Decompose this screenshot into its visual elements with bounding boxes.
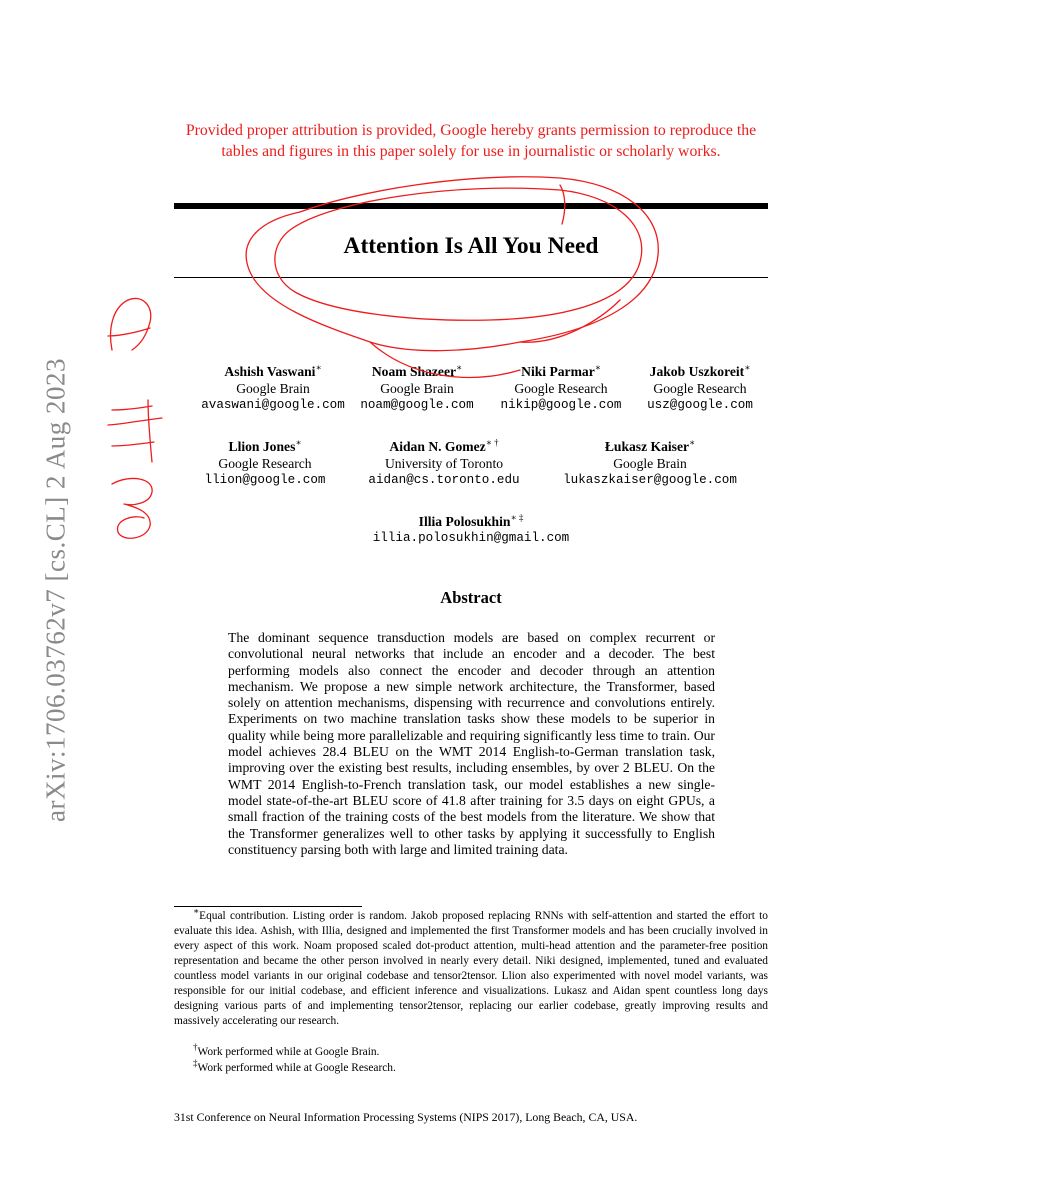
footnote-text: Equal contribution. Listing order is random. Jakob proposed replacing RNNs with self-attention and started the effort to evaluate this idea. Ashish, with Illia, designed and implemented the first Transformer models and has been crucially involved in every aspect of this work. Noam proposed scaled dot-product attention, multi-head attention and the parameter-free position representation and became the other person involved in nearly every detail. Niki designed, implemented, tuned and evaluated countless model variants in our original codebase and tensor2tensor. Llion also experimented with novel model variants, was responsible for our initial codebase, and efficient inference and visualizations. Lukasz and Aidan spent countless long days designing various parts of and implementing tensor2tensor, replacing our earlier codebase, greatly improving results and massively accelerating our research. xyxy=(174,910,768,1027)
footnote-text: Work performed while at Google Research. xyxy=(197,1062,396,1074)
author-email: usz@google.com xyxy=(647,398,753,412)
author-name: Jakob Uszkoreit∗ xyxy=(649,362,751,379)
author-block xyxy=(168,363,378,414)
author-email: illia.polosukhin@gmail.com xyxy=(372,531,570,545)
abstract-body: The dominant sequence transduction models are based on complex recurrent or convolutional neural networks that include an encoder and a decoder. The best performing models also connect the encoder and decoder through an attention mechanism. We propose a new simple network architecture, the Transformer, based solely on attention mechanisms, dispensing with recurrence and convolutions entirely. Experiments on two machine translation tasks show these models to be superior in quality while being more parallelizable and requiring significantly less time to train. Our model achieves 28.4 BLEU on the WMT 2014 English-to-German translation task, improving over the existing best results, including ensembles, by over 2 BLEU. On the WMT 2014 English-to-French translation task, our model establishes a new single-model state-of-the-art BLEU score of 41.8 after training for 3.5 days on eight GPUs, a small fraction of the training costs of the best models from the literature. We show that the Transformer generalizes well to other tasks by applying it successfully to English constituency parsing both with large and limited training data. xyxy=(228,630,715,857)
author-email: aidan@cs.toronto.edu xyxy=(368,473,520,487)
author-affiliation: Google Brain xyxy=(613,456,687,471)
footnote-equal-contribution xyxy=(174,906,768,1029)
title-circle-tail xyxy=(370,185,620,377)
footnote-rule xyxy=(174,906,362,907)
arxiv-stamp: arXiv:1706.03762v7 [cs.CL] 2 Aug 2023 xyxy=(40,358,71,822)
author-block xyxy=(552,438,748,489)
title-rule-top xyxy=(174,203,768,209)
paper-title: Attention Is All You Need xyxy=(343,233,599,259)
author-affiliation: Google Research xyxy=(653,381,747,396)
author-affiliation: Google Brain xyxy=(380,381,454,396)
handwriting-stroke-2 xyxy=(108,400,162,462)
author-name: Ashish Vaswani∗ xyxy=(224,362,322,379)
author-block xyxy=(493,363,629,414)
author-email: llion@google.com xyxy=(204,473,326,487)
author-name: Aidan N. Gomez∗ † xyxy=(389,437,499,454)
footnote-mark: † xyxy=(193,1042,198,1053)
author-affiliation: Google Brain xyxy=(236,381,310,396)
author-email: nikip@google.com xyxy=(500,398,622,412)
author-affiliation: Google Research xyxy=(218,456,312,471)
author-name: Noam Shazeer∗ xyxy=(371,362,463,379)
author-block xyxy=(356,513,586,547)
footnote-mark: ‡ xyxy=(193,1058,198,1069)
author-block xyxy=(637,363,763,414)
conference-line: 31st Conference on Neural Information Processing Systems (NIPS 2017), Long Beach, CA, USA. xyxy=(174,1110,638,1124)
author-name: Łukasz Kaiser∗ xyxy=(604,437,696,454)
handwriting-stroke-3 xyxy=(112,478,152,538)
author-name: Illia Polosukhin∗ ‡ xyxy=(418,512,524,529)
footnote-text: Work performed while at Google Brain. xyxy=(197,1046,380,1058)
author-block xyxy=(188,438,342,489)
author-name: Llion Jones∗ xyxy=(228,437,302,454)
footnote-dagger xyxy=(193,1042,380,1060)
author-block xyxy=(352,363,482,414)
author-affiliation: Google Research xyxy=(514,381,608,396)
author-name: Niki Parmar∗ xyxy=(521,362,601,379)
author-email: lukaszkaiser@google.com xyxy=(563,473,737,487)
footnote-ddagger xyxy=(193,1058,396,1076)
author-block xyxy=(356,438,532,489)
footnote-mark: ∗ xyxy=(193,906,200,917)
permission-notice: Provided proper attribution is provided, Google hereby grants permission to reproduce the tables and figures in this paper solely for use in journalistic or scholarly works. xyxy=(185,122,757,160)
author-affiliation: University of Toronto xyxy=(384,456,504,471)
title-rule-bottom xyxy=(174,277,768,278)
author-email: avaswani@google.com xyxy=(201,398,345,412)
handwriting-stroke-1 xyxy=(108,298,151,350)
author-email: noam@google.com xyxy=(360,398,474,412)
abstract-heading: Abstract xyxy=(440,588,502,607)
